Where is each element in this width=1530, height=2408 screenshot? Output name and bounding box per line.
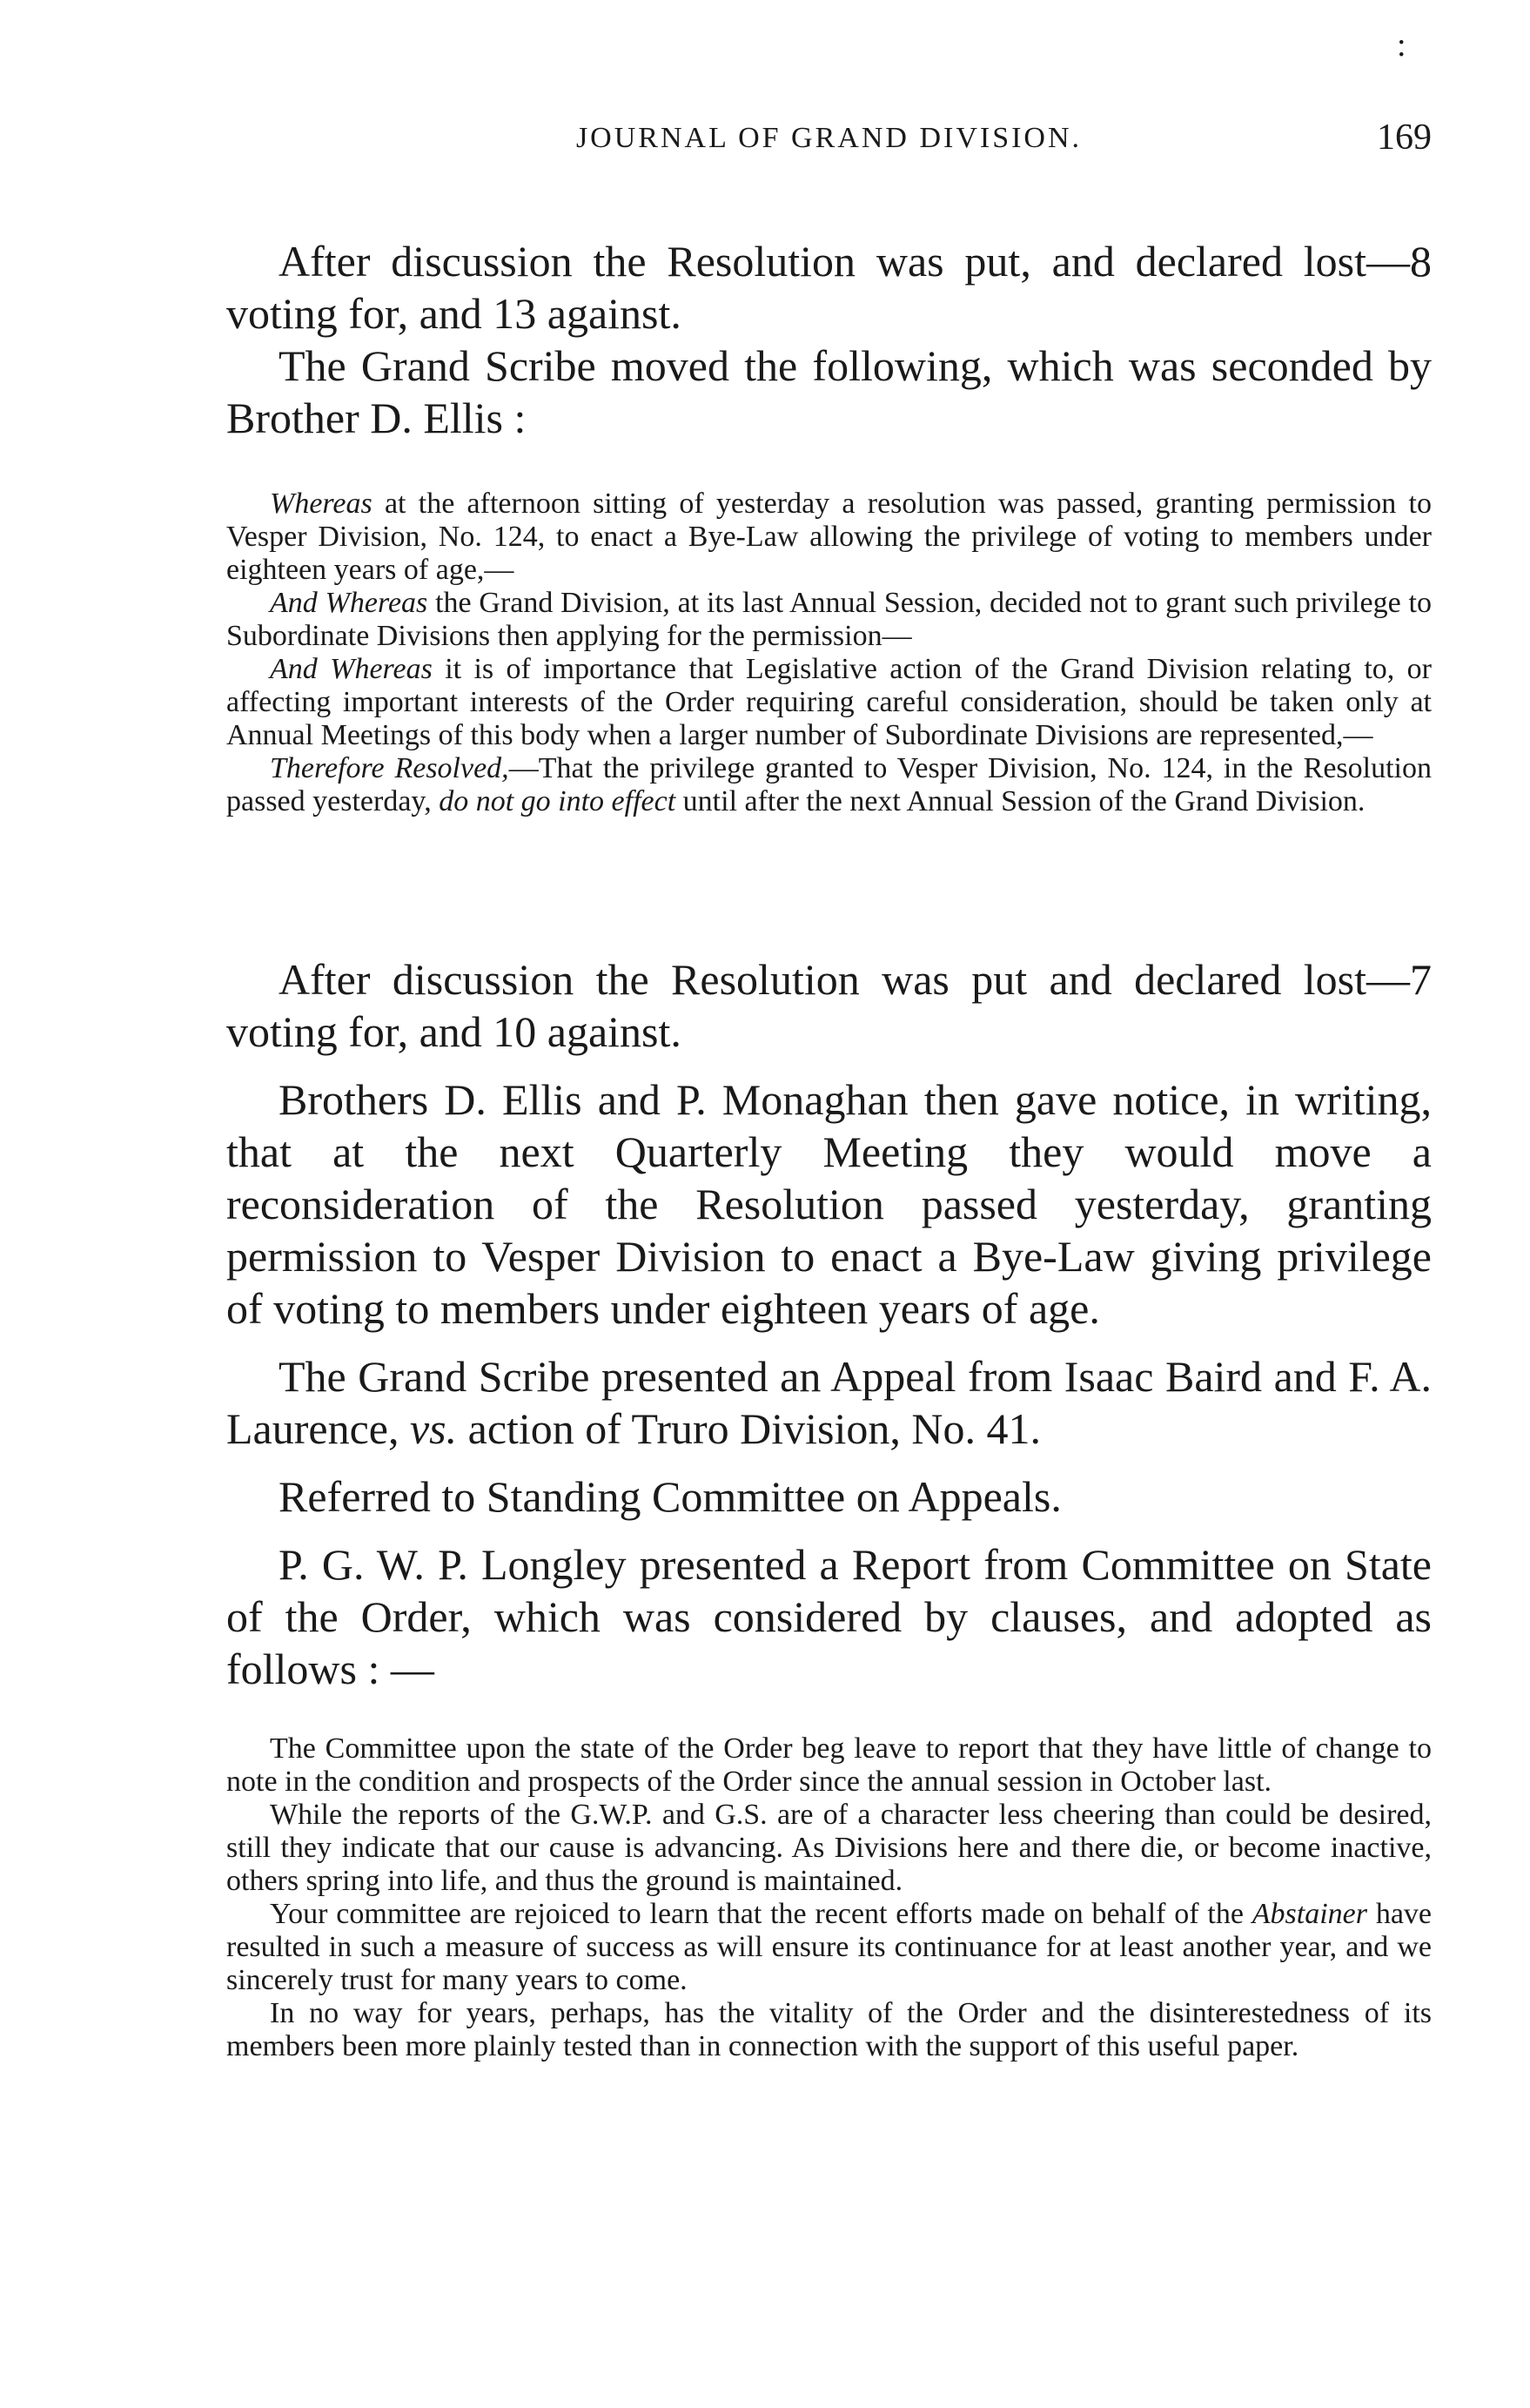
- page-number: 169: [1377, 118, 1432, 158]
- page-header: [226, 118, 1432, 174]
- paragraph-vote-result-2: After discussion the Resolution was put and declared lost—7 voting for, and 10 against.: [226, 955, 1432, 1056]
- clause-lead: And Whereas: [270, 587, 428, 619]
- resolution-text: [226, 488, 1432, 818]
- report-text-end: have resulted in such a measure of success as will ensure its continuance for at least another year, and we sincerely trust for many years to come.: [226, 1898, 1433, 1996]
- report-paragraph: While the reports of the G.W.P. and G.S. are of a character less cheering than could be desired, still they indicate that our cause is advancing. As Divisions here and there die, or become inactive, others spring into life, and thus the ground is maintained.: [226, 1799, 1432, 1897]
- paragraph-vote-result-1: After discussion the Resolution was put, and declared lost—8 voting for, and 13 against.: [226, 237, 1432, 338]
- appeal-text-start: The Grand Scribe presented an Appeal from Isaac Baird and F. A. Laurence,: [226, 1352, 1432, 1453]
- paragraph-appeal: [226, 1350, 1432, 1455]
- clause-text: —That the privilege granted to Vesper Division, No. 124, in the Resolution passed yesterday,: [226, 752, 1432, 817]
- appeal-text-end: action of Truro Division, No. 41.: [457, 1404, 1041, 1453]
- report-paragraph: The Committee upon the state of the Order beg leave to report that they have little of change to note in the condition and prospects of the Order since the annual session in October last.: [226, 1732, 1432, 1798]
- clause-emphasis: do not go into effect: [439, 785, 676, 817]
- clause-lead: Therefore Resolved,: [270, 752, 509, 784]
- clause-lead: And Whereas: [270, 653, 433, 685]
- resolution-clause: [226, 587, 1432, 653]
- opening-paragraphs: [226, 235, 1432, 444]
- clause-tail: until after the next Annual Session of the Grand Division.: [675, 785, 1366, 817]
- clause-text: at the afternoon sitting of yesterday a resolution was passed, granting permission to Vesper Division, No. 124, to enact a Bye-Law allowing the privilege of voting to members under eighteen years of age,—: [226, 488, 1432, 586]
- clause-text: it is of importance that Legislative action of the Grand Division relating to, or affecting important interests of the Order requiring careful consideration, should be taken only at Annual Meetings of this body when a larger number of Subordinate Divisions are represented,—: [226, 653, 1432, 751]
- paragraph-notice: Brothers D. Ellis and P. Monaghan then gave notice, in writing, that at the next Quarterly Meeting they would move a reconsideration of the Resolution passed yesterday, granting permission to Vesper Division to enact a Bye-Law giving privilege of voting to members under eighteen years of age.: [226, 1075, 1432, 1333]
- clause-text: the Grand Division, at its last Annual Session, decided not to grant such privilege to Subordinate Divisions then applying for the permission—: [226, 587, 1432, 652]
- middle-paragraphs: [226, 953, 1432, 1695]
- clause-lead: Whereas: [270, 488, 372, 520]
- running-title: JOURNAL OF GRAND DIVISION.: [575, 122, 1083, 154]
- paragraph-referral: Referred to Standing Committee on Appeals.: [278, 1472, 1062, 1521]
- appeal-vs: vs.: [409, 1404, 458, 1453]
- corner-mark: :: [1397, 27, 1406, 64]
- paragraph-report-intro: P. G. W. P. Longley presented a Report from Committee on State of the Order, which was considered by clauses, and adopted as follows : —: [226, 1540, 1432, 1693]
- resolution-clause: [226, 488, 1432, 587]
- report-paragraph: In no way for years, perhaps, has the vitality of the Order and the disinterestedness of its members been more plainly tested than in connection with the support of this useful paper.: [226, 1997, 1432, 2062]
- report-paragraph: [226, 1898, 1432, 1997]
- paragraph-motion: The Grand Scribe moved the following, which was seconded by Brother D. Ellis :: [226, 341, 1432, 442]
- report-emphasis: Abstainer: [1252, 1898, 1367, 1930]
- resolution-clause: [226, 752, 1432, 818]
- resolution-clause: [226, 653, 1432, 752]
- committee-report: [226, 1732, 1432, 2063]
- report-text-start: Your committee are rejoiced to learn that the recent efforts made on behalf of the: [270, 1898, 1252, 1930]
